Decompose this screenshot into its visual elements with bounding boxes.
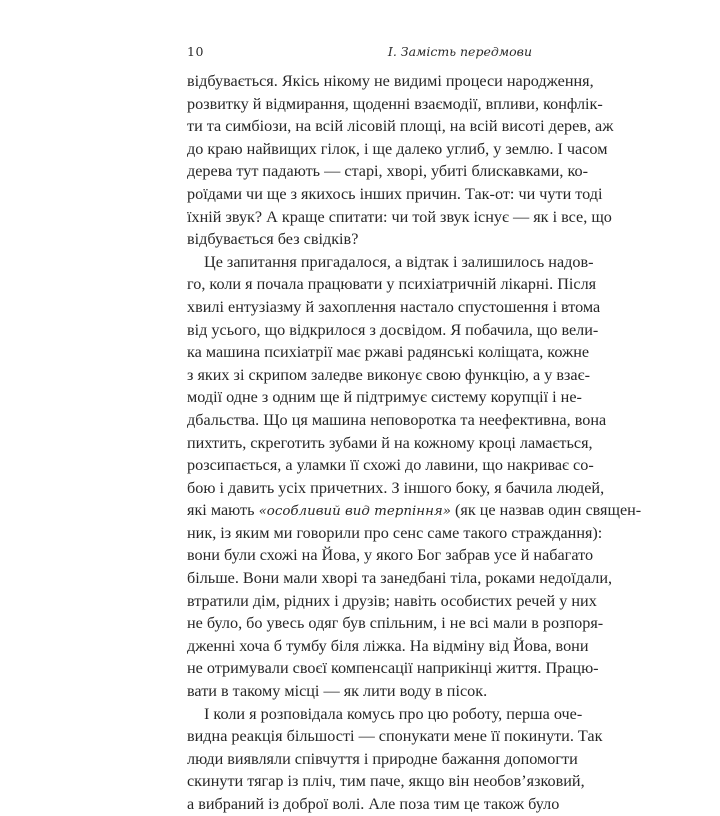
text-line: видна реакція більшості — спонукати мене її покинути. Так xyxy=(187,727,603,746)
text-line: пихтить, скреготить зубами й на кожному кроці ламається, xyxy=(187,433,593,452)
text-line: дженні хоча б тумбу біля ліжка. На відміну від Йова, вони xyxy=(187,636,589,655)
running-head: I. Замість передмови xyxy=(387,44,532,59)
text-line: роїдами чи ще з якихось інших причин. Так-от: чи чути тоді xyxy=(187,184,603,203)
text-line: люди виявляли співчуття і природне бажання допомогти xyxy=(187,749,578,768)
text-line: модії одне з одним ще й підтримує систему корупції і не- xyxy=(187,388,582,407)
text-line: хвилі ентузіазму й захоплення настало спустошення і втома xyxy=(187,297,601,316)
text-line: дерева тут падають — старі, хворі, убиті блискавками, ко- xyxy=(187,162,588,181)
text-line: Це запитання пригадалося, а відтак і залишилось надов- xyxy=(204,252,594,271)
text-line: го, коли я почала працювати у психіатричній лікарні. Після xyxy=(187,275,597,294)
page-header xyxy=(187,44,532,64)
text-line: більше. Вони мали хворі та занедбані тіла, роками недоїдали, xyxy=(187,569,613,588)
body-text xyxy=(187,70,642,816)
text-line: бою і давить усіх причетних. З іншого боку, я бачила людей, xyxy=(187,478,605,497)
text-line: ник, із яким ми говорили про сенс саме такого страждання): xyxy=(187,523,603,542)
text-line: вони були схожі на Йова, у якого Бог забрав усе й набагато xyxy=(187,546,594,565)
text-line: їхній звук? А краще спитати: чи той звук існує — як і все, що xyxy=(187,207,612,226)
text-line: від усього, що відкрилося з досвідом. Я побачила, що вели- xyxy=(187,320,599,339)
line-end: (як це назвав один священ- xyxy=(450,501,642,520)
text-line: а вибраний із доброї волі. Але поза тим це також було xyxy=(187,795,560,813)
text-line: відбувається. Якісь нікому не видимі процеси народження, xyxy=(187,72,594,90)
text-line: розвитку й відмирання, щоденні взаємодії, впливи, конфлік- xyxy=(187,94,603,113)
text-line: І коли я розповідала комусь про цю роботу, перша оче- xyxy=(204,704,583,723)
text-line-with-emphasis xyxy=(187,499,642,522)
text-line: розсипається, а уламки її схожі до лавини, що накриває со- xyxy=(187,456,594,475)
emphasized-phrase: «особливий вид терпіння» xyxy=(258,504,451,520)
text-line: відбувається без свідків? xyxy=(187,230,359,249)
text-line: ка машина психіатрії має ржаві радянські коліщата, кожне xyxy=(187,343,590,362)
line-start: які мають xyxy=(187,501,259,520)
text-line: втратили дім, рідних і друзів; навіть особистих речей у них xyxy=(187,591,597,610)
text-line: дбальства. Що ця машина неповоротка та неефективна, вона xyxy=(187,410,607,429)
text-line: вати в такому місці — як лити воду в пісок. xyxy=(187,682,488,701)
text-line: не було, бо увесь одяг був спільним, і не всі мали в розпоря- xyxy=(187,614,604,633)
text-line: не отримували своєї компенсації наприкінці життя. Працю- xyxy=(187,659,599,678)
text-line: ти та симбіози, на всій лісовій площі, на всій висоті дерев, аж xyxy=(187,117,614,136)
text-line: з яких зі скрипом заледве виконує свою функцію, а у взає- xyxy=(187,365,590,384)
page-number: 10 xyxy=(187,44,204,59)
text-line: скинути тягар із пліч, тим паче, якщо він необов’язковий, xyxy=(187,772,585,791)
text-line: до краю найвищих гілок, і ще далеко углиб, у землю. І часом xyxy=(187,139,608,158)
